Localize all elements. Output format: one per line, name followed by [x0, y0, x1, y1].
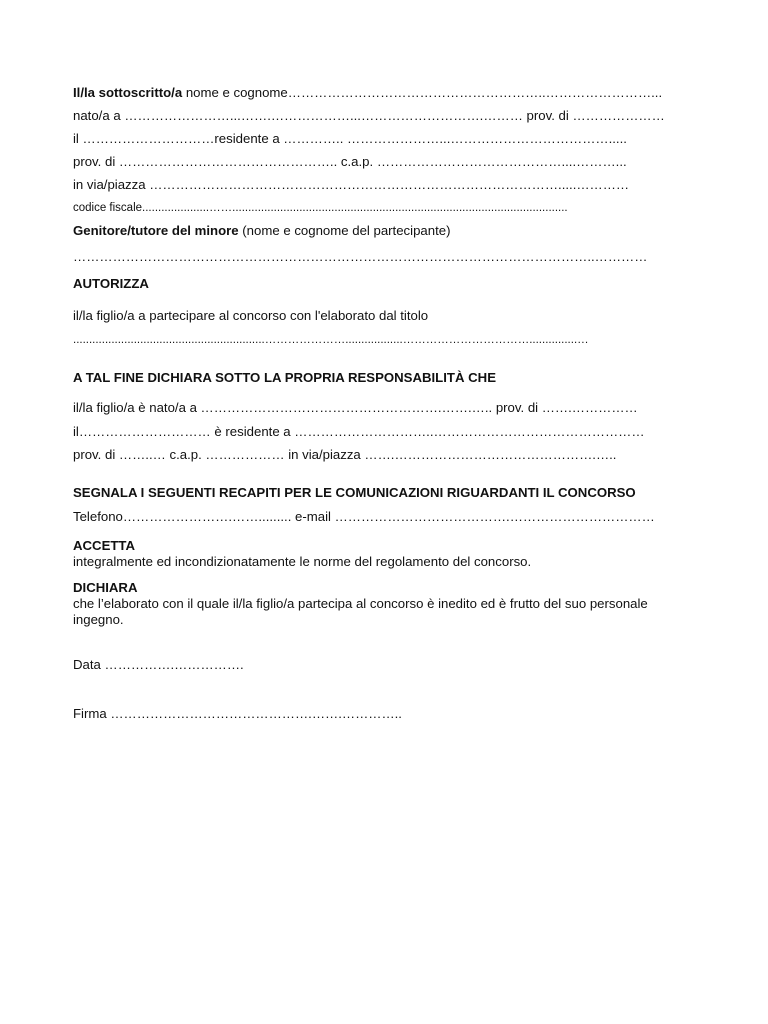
date-line[interactable]: Data …………….……………. [73, 657, 244, 672]
contacts-heading: SEGNALA I SEGUENTI RECAPITI PER LE COMUNICAZIONI RIGUARDANTI IL CONCORSO [73, 485, 636, 500]
responsibility-heading: A TAL FINE DICHIARA SOTTO LA PROPRIA RESPONSABILITÀ CHE [73, 370, 496, 385]
authorize-heading: AUTORIZZA [73, 276, 149, 291]
guardian-line [73, 223, 450, 239]
guardian-label: Genitore/tutore del minore [73, 223, 239, 238]
accept-heading: ACCETTA [73, 538, 136, 553]
declarant-name-line[interactable] [73, 85, 662, 101]
birthplace-line[interactable]: nato/a a ……………………...…….………………...……………………….……… prov. di ………………… [73, 108, 665, 123]
tax-code-line[interactable]: codice fiscale.....................……......................................................................................................... [73, 202, 568, 214]
signature-line[interactable]: Firma ……………………………………….…….………….. [73, 706, 402, 721]
child-residence-line[interactable]: il………………………… è residente a …………………………..………………………………………… [73, 424, 645, 439]
declarant-name-field: nome e cognome…………………………………………………..……………………... [182, 85, 663, 100]
participant-name-line[interactable]: ………………………………………………………………………………………………………..………… [73, 249, 648, 264]
child-birthplace-line[interactable]: il/la figlio/a è nato/a a ……………………………………………….…….….. prov. di …….…………… [73, 400, 638, 415]
province-cap-line[interactable]: prov. di ………………………………………….. c.a.p. ……………………………………....………... [73, 154, 627, 169]
child-address-line[interactable]: prov. di ……..… c.a.p. ……………… in via/piazza …….……………………………………….….. [73, 447, 617, 462]
guardian-note: (nome e cognome del partecipante) [238, 223, 451, 238]
accept-text: integralmente ed incondizionatamente le norme del regolamento del concorso. [73, 554, 532, 569]
declare-heading: DICHIARA [73, 580, 138, 595]
artwork-title-line[interactable]: ............................................................…………………..................……………………………...............… [73, 334, 589, 346]
phone-email-line[interactable]: Telefono…………………….……......... e-mail ………………………………….…………………………… [73, 509, 655, 524]
declare-text: che l’elaborato con il quale il/la figlio/a partecipa al concorso è inedito ed è frutto del suo personale ingegno. [73, 596, 648, 627]
address-line[interactable]: in via/piazza ………………………………………………………………………………….....………… [73, 177, 630, 192]
authorize-text: il/la figlio/a a partecipare al concorso con l'elaborato dal titolo [73, 308, 429, 323]
declarant-label: Il/la sottoscritto/a [73, 85, 183, 100]
residence-line[interactable]: il …………………………residente a ………….. …………………...………………………………..... [73, 131, 627, 146]
